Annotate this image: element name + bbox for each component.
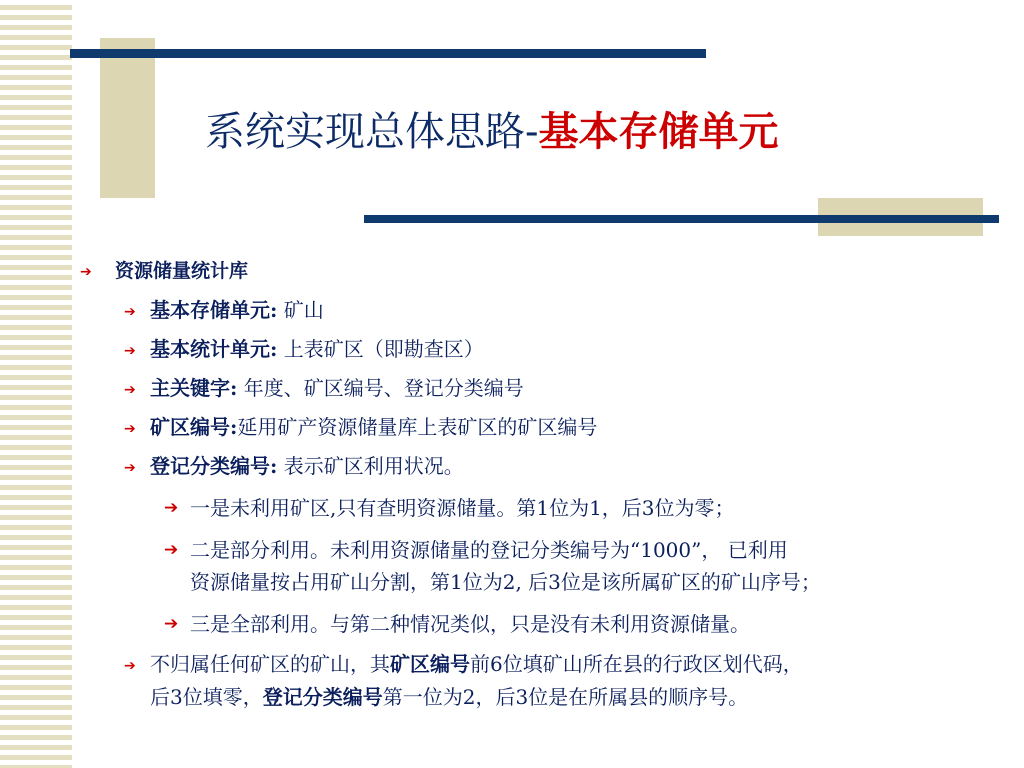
navy-rule-bottom bbox=[364, 215, 999, 223]
sub-list-item-continued: 资源储量按占用矿山分割，第1位为2, 后3位是该所属矿区的矿山序号； bbox=[190, 570, 821, 594]
level1-heading: 资源储量统计库 bbox=[115, 260, 249, 282]
tan-block-top bbox=[100, 38, 155, 198]
navy-rule-top bbox=[70, 49, 706, 58]
sub-list-item: 三是全部利用。与第二种情况类似，只是没有未利用资源储量。 bbox=[190, 612, 750, 636]
title-highlight: 基本存储单元 bbox=[538, 108, 779, 155]
item-bold: 矿区编号 bbox=[390, 652, 470, 676]
striped-sidebar bbox=[0, 0, 72, 768]
bullet-arrow-icon: ➔ bbox=[124, 343, 136, 359]
bullet-arrow-icon: ➔ bbox=[164, 540, 179, 560]
bullet-arrow-icon: ➔ bbox=[164, 614, 179, 634]
item-text: 矿山 bbox=[277, 298, 324, 322]
bullet-arrow-icon: ➔ bbox=[124, 382, 136, 398]
title-prefix: 系统实现总体思路- bbox=[205, 109, 539, 155]
list-item bbox=[150, 335, 484, 363]
list-item bbox=[150, 452, 464, 480]
item-text: 延用矿产资源储量库上表矿区的矿区编号 bbox=[237, 415, 598, 439]
bullet-arrow-icon: ➔ bbox=[124, 658, 136, 674]
bullet-arrow-icon: ➔ bbox=[124, 460, 136, 476]
item-text: 后3位填零， bbox=[150, 685, 263, 709]
bullet-arrow-icon: ➔ bbox=[164, 498, 179, 518]
bullet-arrow-icon: ➔ bbox=[124, 421, 136, 437]
item-text: 不归属任何矿区的矿山，其 bbox=[150, 652, 390, 676]
item-text: 前6位填矿山所在县的行政区划代码， bbox=[470, 652, 803, 676]
slide-title bbox=[205, 104, 779, 160]
item-text: 表示矿区利用状况。 bbox=[277, 454, 464, 478]
item-text: 年度、矿区编号、登记分类编号 bbox=[237, 376, 524, 400]
list-item bbox=[150, 374, 524, 402]
item-label: 主关键字: bbox=[150, 376, 238, 400]
sub-list-item: 一是未利用矿区,只有查明资源储量。第1位为1，后3位为零； bbox=[190, 496, 735, 520]
item-text: 第一位为2，后3位是在所属县的顺序号。 bbox=[382, 685, 749, 709]
item-bold: 登记分类编号 bbox=[262, 685, 383, 709]
list-item-continued bbox=[150, 683, 748, 711]
bullet-arrow-icon: ➔ bbox=[124, 304, 136, 320]
bullet-arrow-icon: ➔ bbox=[80, 264, 92, 280]
sub-list-item: 二是部分利用。未利用资源储量的登记分类编号为“1000”， 已利用 bbox=[190, 538, 788, 562]
item-label: 登记分类编号: bbox=[150, 454, 278, 478]
list-item bbox=[150, 650, 803, 678]
list-item bbox=[150, 296, 324, 324]
item-label: 矿区编号: bbox=[150, 415, 238, 439]
item-label: 基本存储单元: bbox=[150, 298, 278, 322]
item-label: 基本统计单元: bbox=[150, 337, 278, 361]
item-text: 上表矿区（即勘查区） bbox=[277, 337, 484, 361]
list-item bbox=[150, 413, 597, 441]
